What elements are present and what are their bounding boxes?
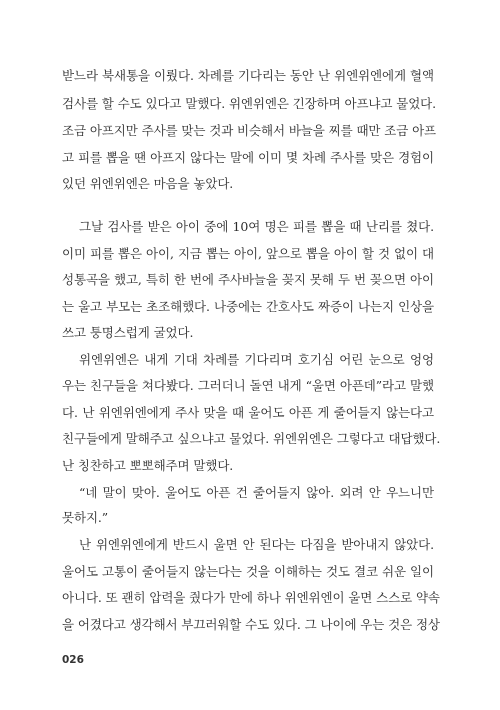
text-line: 난 칭찬하고 뽀뽀해주며 말했다. [62,458,234,473]
text-line: 는 울고 부모는 초조해했다. 나중에는 간호사도 짜증이 나는지 인상을 [62,299,434,314]
text-line: 검사를 할 수도 있다고 말했다. 위엔위엔은 긴장하며 아프냐고 물었다. [62,96,437,111]
text-line: “네 말이 맞아. 울어도 아픈 건 줄어들지 않아. 외려 안 우느니만 [79,485,434,500]
text-line: 난 위엔위엔에게 반드시 울면 안 된다는 다짐을 받아내지 않았다. [79,537,434,552]
text-line: 친구들에게 말해주고 싶으냐고 물었다. 위엔위엔은 그렇다고 대답했다. [62,431,441,446]
page-number: 026 [62,654,84,666]
text-line: 이미 피를 뽑은 아이, 지금 뽑는 아이, 앞으로 뽑을 아이 할 것 없이 대 [62,246,434,261]
text-line: 성통곡을 했고, 특히 한 번에 주사바늘을 꽂지 못해 두 번 꽂으면 아이 [62,272,434,287]
text-line: 조금 아프지만 주사를 맞는 것과 비슷해서 바늘을 찌를 때만 조금 아프 [62,123,437,138]
text-line: 다. 난 위엔위엔에게 주사 맞을 때 울어도 아픈 게 줄어들지 않는다고 [62,405,434,420]
text-line: 받느라 북새통을 이뤘다. 차례를 기다리는 동안 난 위엔위엔에게 혈액 [62,68,434,83]
text-line: 그날 검사를 받은 아이 중에 10여 명은 피를 뽑을 때 난리를 쳤다. [79,219,434,234]
text-line: 울어도 고통이 줄어들지 않는다는 것을 이해하는 것도 결코 쉬운 일이 [62,564,434,579]
text-line: 을 어겼다고 생각해서 부끄러워할 수도 있다. 그 나이에 우는 것은 정상 [62,617,440,632]
text-line: 쓰고 퉁명스럽게 굴었다. [62,325,194,340]
text-line: 못하지.” [62,510,109,525]
text-line: 우는 친구들을 쳐다봤다. 그러더니 돌연 내게 “울면 아픈데”라고 말했 [62,378,434,393]
text-line: 위엔위엔은 내게 기대 차례를 기다리며 호기심 어린 눈으로 엉엉 [79,352,434,367]
text-line: 고 피를 뽑을 땐 아프지 않다는 말에 이미 몇 차례 주사를 맞은 경험이 [62,150,434,165]
text-line: 아니다. 또 괜히 압력을 줬다가 만에 하나 위엔위엔이 울면 스스로 약속 [62,590,440,605]
text-line: 있던 위엔위엔은 마음을 놓았다. [62,176,234,191]
